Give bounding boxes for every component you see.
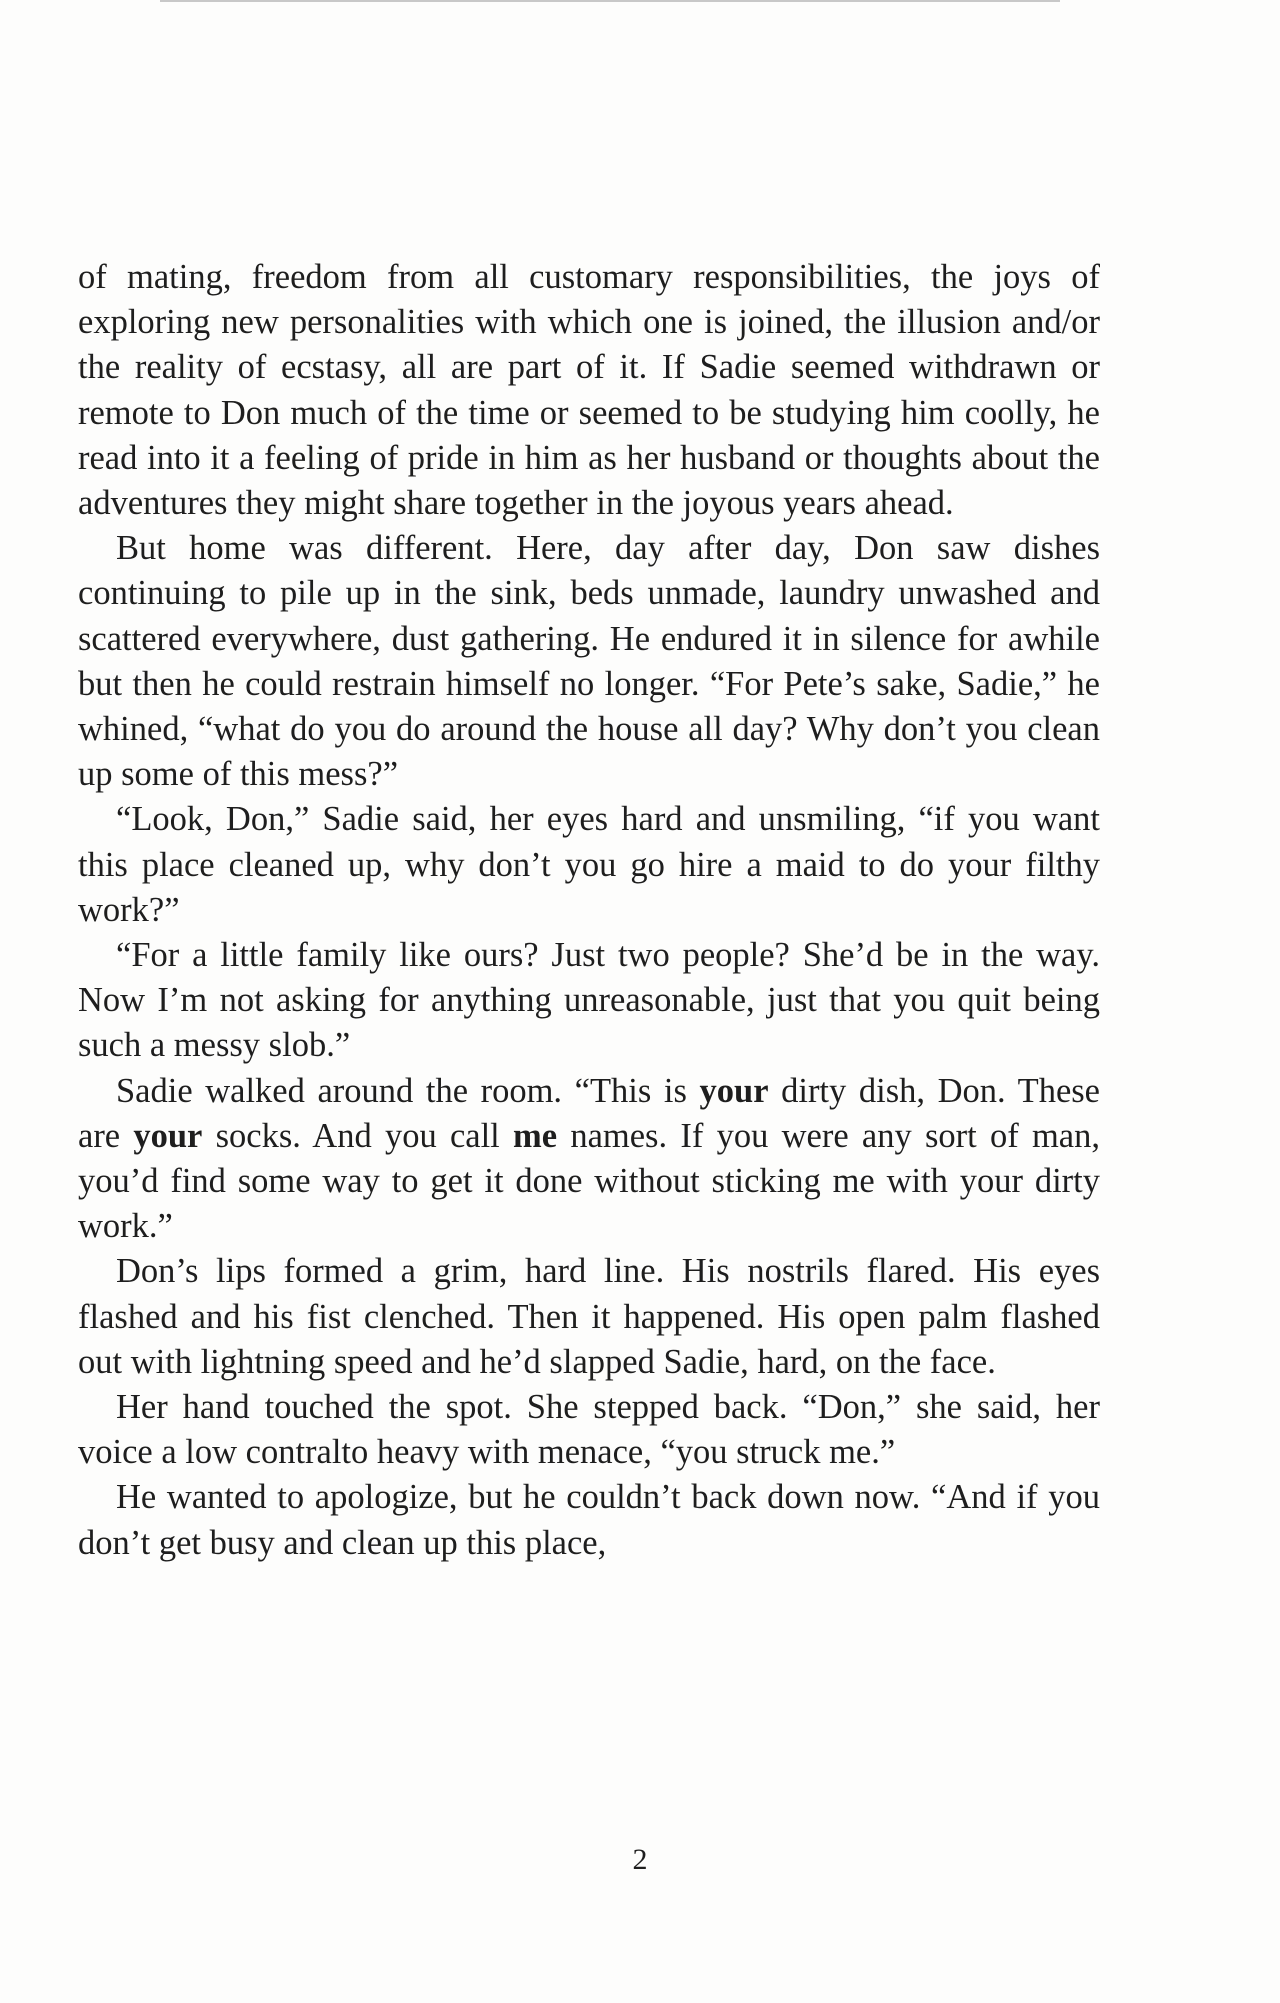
paragraph-text: “For a little family like ours? Just two people? She’d be in the way. Now I’m not asking for anything unreasonable, just that you quit being such a messy slob.” (78, 936, 1100, 1065)
paragraph-text: socks. And you call (202, 1116, 514, 1155)
paragraph-text: dirty dish, Don. These are (78, 1071, 1100, 1155)
body-text (78, 255, 1100, 1566)
paragraph (78, 255, 1100, 526)
emphasized-word: your (133, 1116, 203, 1155)
paragraph-text: names. If you were any sort of man, you’d find some way to get it done without sticking me with your dirty work.” (78, 1116, 1100, 1246)
emphasized-word: me (513, 1116, 558, 1155)
paragraph (78, 1475, 1100, 1565)
paragraph-text: He wanted to apologize, but he couldn’t back down now. “And if you don’t get busy and clean up this place, (78, 1478, 1100, 1562)
paragraph-text: “Look, Don,” Sadie said, her eyes hard and unsmiling, “if you want this place cleaned up, why don’t you go hire a maid to do your filthy work?” (78, 800, 1100, 929)
paragraph-text: of mating, freedom from all customary responsibilities, the joys of exploring new personalities with which one is joined, the illusion and/or the reality of ecstasy, all are part of it. If Sadie seemed withdrawn or remote to Don much of the time or seemed to be studying him coolly, he read into it a feeling of pride in him as her husband or thoughts about the adventures they might share together in the joyous years ahead. (78, 258, 1100, 523)
paragraph (78, 933, 1100, 1069)
paragraph-text: But home was different. Here, day after day, Don saw dishes continuing to pile up in the sink, beds unmade, laundry unwashed and scattered everywhere, dust gathering. He endured it in silence for awhile but then he could restrain himself no longer. “For Pete’s sake, Sadie,” he whined, “what do you do around the house all day? Why don’t you clean up some of this mess?” (78, 529, 1100, 794)
page-number: 2 (632, 1843, 648, 1876)
paragraph-text: Don’s lips formed a grim, hard line. His nostrils flared. His eyes flashed and his fist clenched. Then it happened. His open palm flashed out with lightning speed and he’d slapped Sadie, hard, on the face. (78, 1252, 1100, 1381)
paragraph (78, 1069, 1100, 1250)
emphasized-word: your (699, 1071, 769, 1110)
paragraph-text: Sadie walked around the room. “This is (116, 1071, 700, 1110)
paragraph (78, 797, 1100, 933)
top-edge-rule (160, 0, 1060, 2)
paragraph (78, 526, 1100, 797)
paragraph (78, 1249, 1100, 1385)
paragraph (78, 1385, 1100, 1475)
paragraph-text: Her hand touched the spot. She stepped back. “Don,” she said, her voice a low contralto heavy with menace, “you struck me.” (78, 1388, 1100, 1472)
